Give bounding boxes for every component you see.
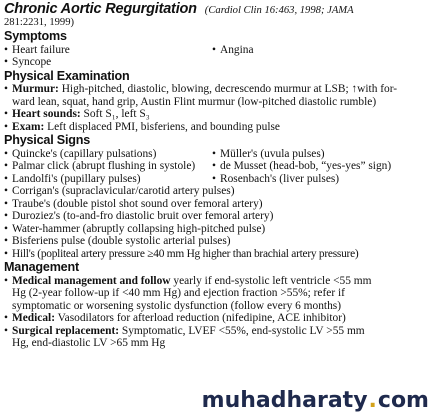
signs-row — [4, 160, 432, 173]
exam-heart-sounds: • Heart sounds: Soft S₁, left S₃ — [4, 108, 432, 121]
exam-findings: • Exam: Left displaced PMI, bisferiens, and bounding pulse — [4, 121, 432, 134]
symptoms-row-1 — [4, 44, 432, 57]
sign-item: • Rosenbach's (liver pulses) — [212, 173, 432, 186]
sign-item: • Landolfi's (pupillary pulses) — [4, 173, 212, 186]
signs-row — [4, 148, 432, 161]
symptom-item: • Syncope — [4, 56, 432, 69]
sign-item: • Müller's (uvula pulses) — [212, 148, 432, 161]
symptom-item: • Heart failure — [4, 44, 212, 57]
management-surgical: • Surgical replacement: Symptomatic, LVEF <55%, end-systolic LV >55 mm Hg, end-diastolic LV >65 mm Hg — [4, 325, 432, 350]
management-follow-up: • Medical management and follow yearly if end-systolic left ventricle <55 mm Hg (2-year follow-up if <40 mm Hg) and ejection fraction >55%; refer if symptomatic or worsening systolic dysfunction (follow every 6 months) — [4, 275, 432, 313]
symptom-item: • Angina — [212, 44, 432, 57]
title-line — [4, 3, 432, 17]
exam-murmur: • Murmur: High-pitched, diastolic, blowing, decrescendo murmur at LSB; ↑with for- ward lean, squat, hand grip, Austin Flint murmur (low-pitched diastolic rumble) — [4, 83, 432, 108]
physical-exam-heading: Physical Examination — [4, 68, 130, 83]
management-heading: Management — [4, 260, 79, 274]
sign-item: • Bisferiens pulse (double systolic arterial pulses) — [4, 235, 432, 248]
signs-row — [4, 173, 432, 186]
document-page — [4, 3, 432, 350]
sign-item: • Hill's (popliteal artery pressure ≥40 mm Hg higher than brachial artery pressure) — [4, 248, 432, 261]
citation: (Cardiol Clin 16:463, 1998; JAMA — [204, 5, 354, 16]
sign-item: • Corrigan's (supraclavicular/carotid artery pulses) — [4, 185, 432, 198]
sign-item: • Water-hammer (abruptly collapsing high-pitched pulse) — [4, 223, 432, 236]
citation-continued: 281:2231, 1999) — [4, 17, 75, 28]
site-watermark-logo: muhadharaty . com — [201, 387, 429, 413]
physical-signs-heading: Physical Signs — [4, 133, 91, 147]
page-title: Chronic Aortic Regurgitation — [4, 1, 197, 17]
sign-item: • Palmar click (abrupt flushing in systole) — [4, 160, 212, 173]
management-medical: • Medical: Vasodilators for afterload reduction (nifedipine, ACE inhibitor) — [4, 312, 432, 325]
sign-item: • de Musset (head-bob, “yes-yes” sign) — [212, 160, 432, 173]
symptoms-heading: Symptoms — [4, 29, 67, 43]
sign-item: • Traube's (double pistol shot sound over femoral artery) — [4, 198, 432, 211]
sign-item: • Duroziez's (to-and-fro diastolic bruit over femoral artery) — [4, 210, 432, 223]
sign-item: • Quincke's (capillary pulsations) — [4, 148, 212, 161]
